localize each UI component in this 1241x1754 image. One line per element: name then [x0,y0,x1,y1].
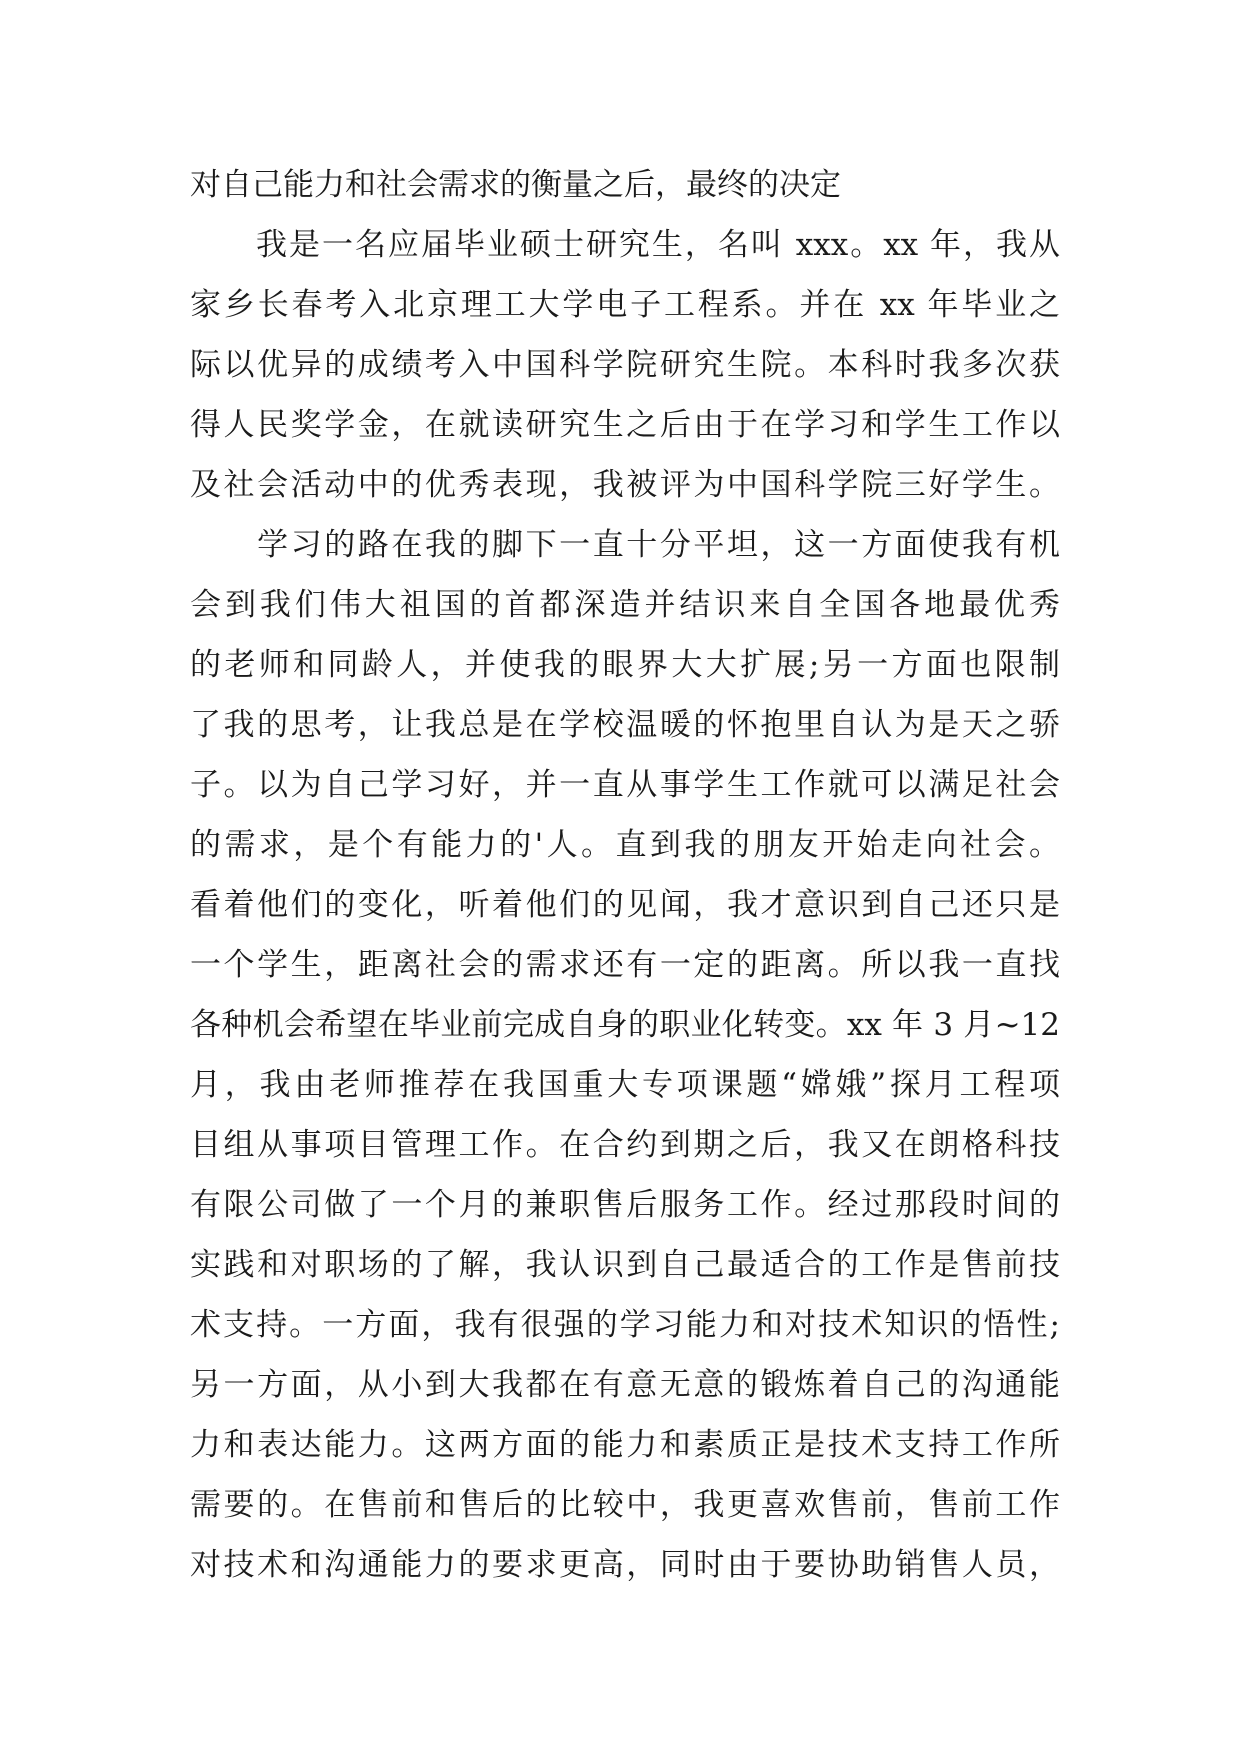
text-line: 看着他们的变化，听着他们的见闻，我才意识到自己还只是 [190,887,1060,923]
text-line: 会到我们伟大祖国的首都深造并结识来自全国各地最优秀 [190,587,1060,623]
text-line: 术支持。一方面，我有很强的学习能力和对技术知识的悟性; [190,1307,1060,1343]
text-line: 得人民奖学金，在就读研究生之后由于在学习和学生工作以 [190,407,1060,443]
text-line: 目组从事项目管理工作。在合约到期之后，我又在朗格科技 [190,1127,1060,1163]
text-line: 际以优异的成绩考入中国科学院研究生院。本科时我多次获 [190,347,1060,383]
text-line: 月，我由老师推荐在我国重大专项课题“嫦娥”探月工程项 [190,1067,1060,1103]
text-line: 子。以为自己学习好，并一直从事学生工作就可以满足社会 [190,767,1060,803]
text-line: 我是一名应届毕业硕士研究生，名叫 xxx。xx 年，我从 [190,227,1060,263]
text-line: 家乡长春考入北京理工大学电子工程系。并在 xx 年毕业之 [190,287,1060,323]
body-text [190,155,1060,1595]
text-line: 力和表达能力。这两方面的能力和素质正是技术支持工作所 [190,1427,1060,1463]
text-line: 学习的路在我的脚下一直十分平坦，这一方面使我有机 [190,527,1060,563]
text-line: 了我的思考，让我总是在学校温暖的怀抱里自认为是天之骄 [190,707,1060,743]
text-line: 需要的。在售前和售后的比较中，我更喜欢售前，售前工作 [190,1487,1060,1523]
text-line: 各种机会希望在毕业前完成自身的职业化转变。xx 年 3 月~12 [190,1007,1060,1043]
text-line: 实践和对职场的了解，我认识到自己最适合的工作是售前技 [190,1247,1060,1283]
text-line: 的老师和同龄人，并使我的眼界大大扩展;另一方面也限制 [190,647,1060,683]
text-line: 对技术和沟通能力的要求更高，同时由于要协助销售人员， [190,1547,1060,1583]
text-line: 的需求，是个有能力的'人。直到我的朋友开始走向社会。 [190,827,1060,863]
text-line: 有限公司做了一个月的兼职售后服务工作。经过那段时间的 [190,1187,1060,1223]
text-line: 及社会活动中的优秀表现，我被评为中国科学院三好学生。 [190,467,1060,503]
text-line: 一个学生，距离社会的需求还有一定的距离。所以我一直找 [190,947,1060,983]
text-line: 对自己能力和社会需求的衡量之后，最终的决定 [190,167,841,203]
text-line: 另一方面，从小到大我都在有意无意的锻炼着自己的沟通能 [190,1367,1060,1403]
